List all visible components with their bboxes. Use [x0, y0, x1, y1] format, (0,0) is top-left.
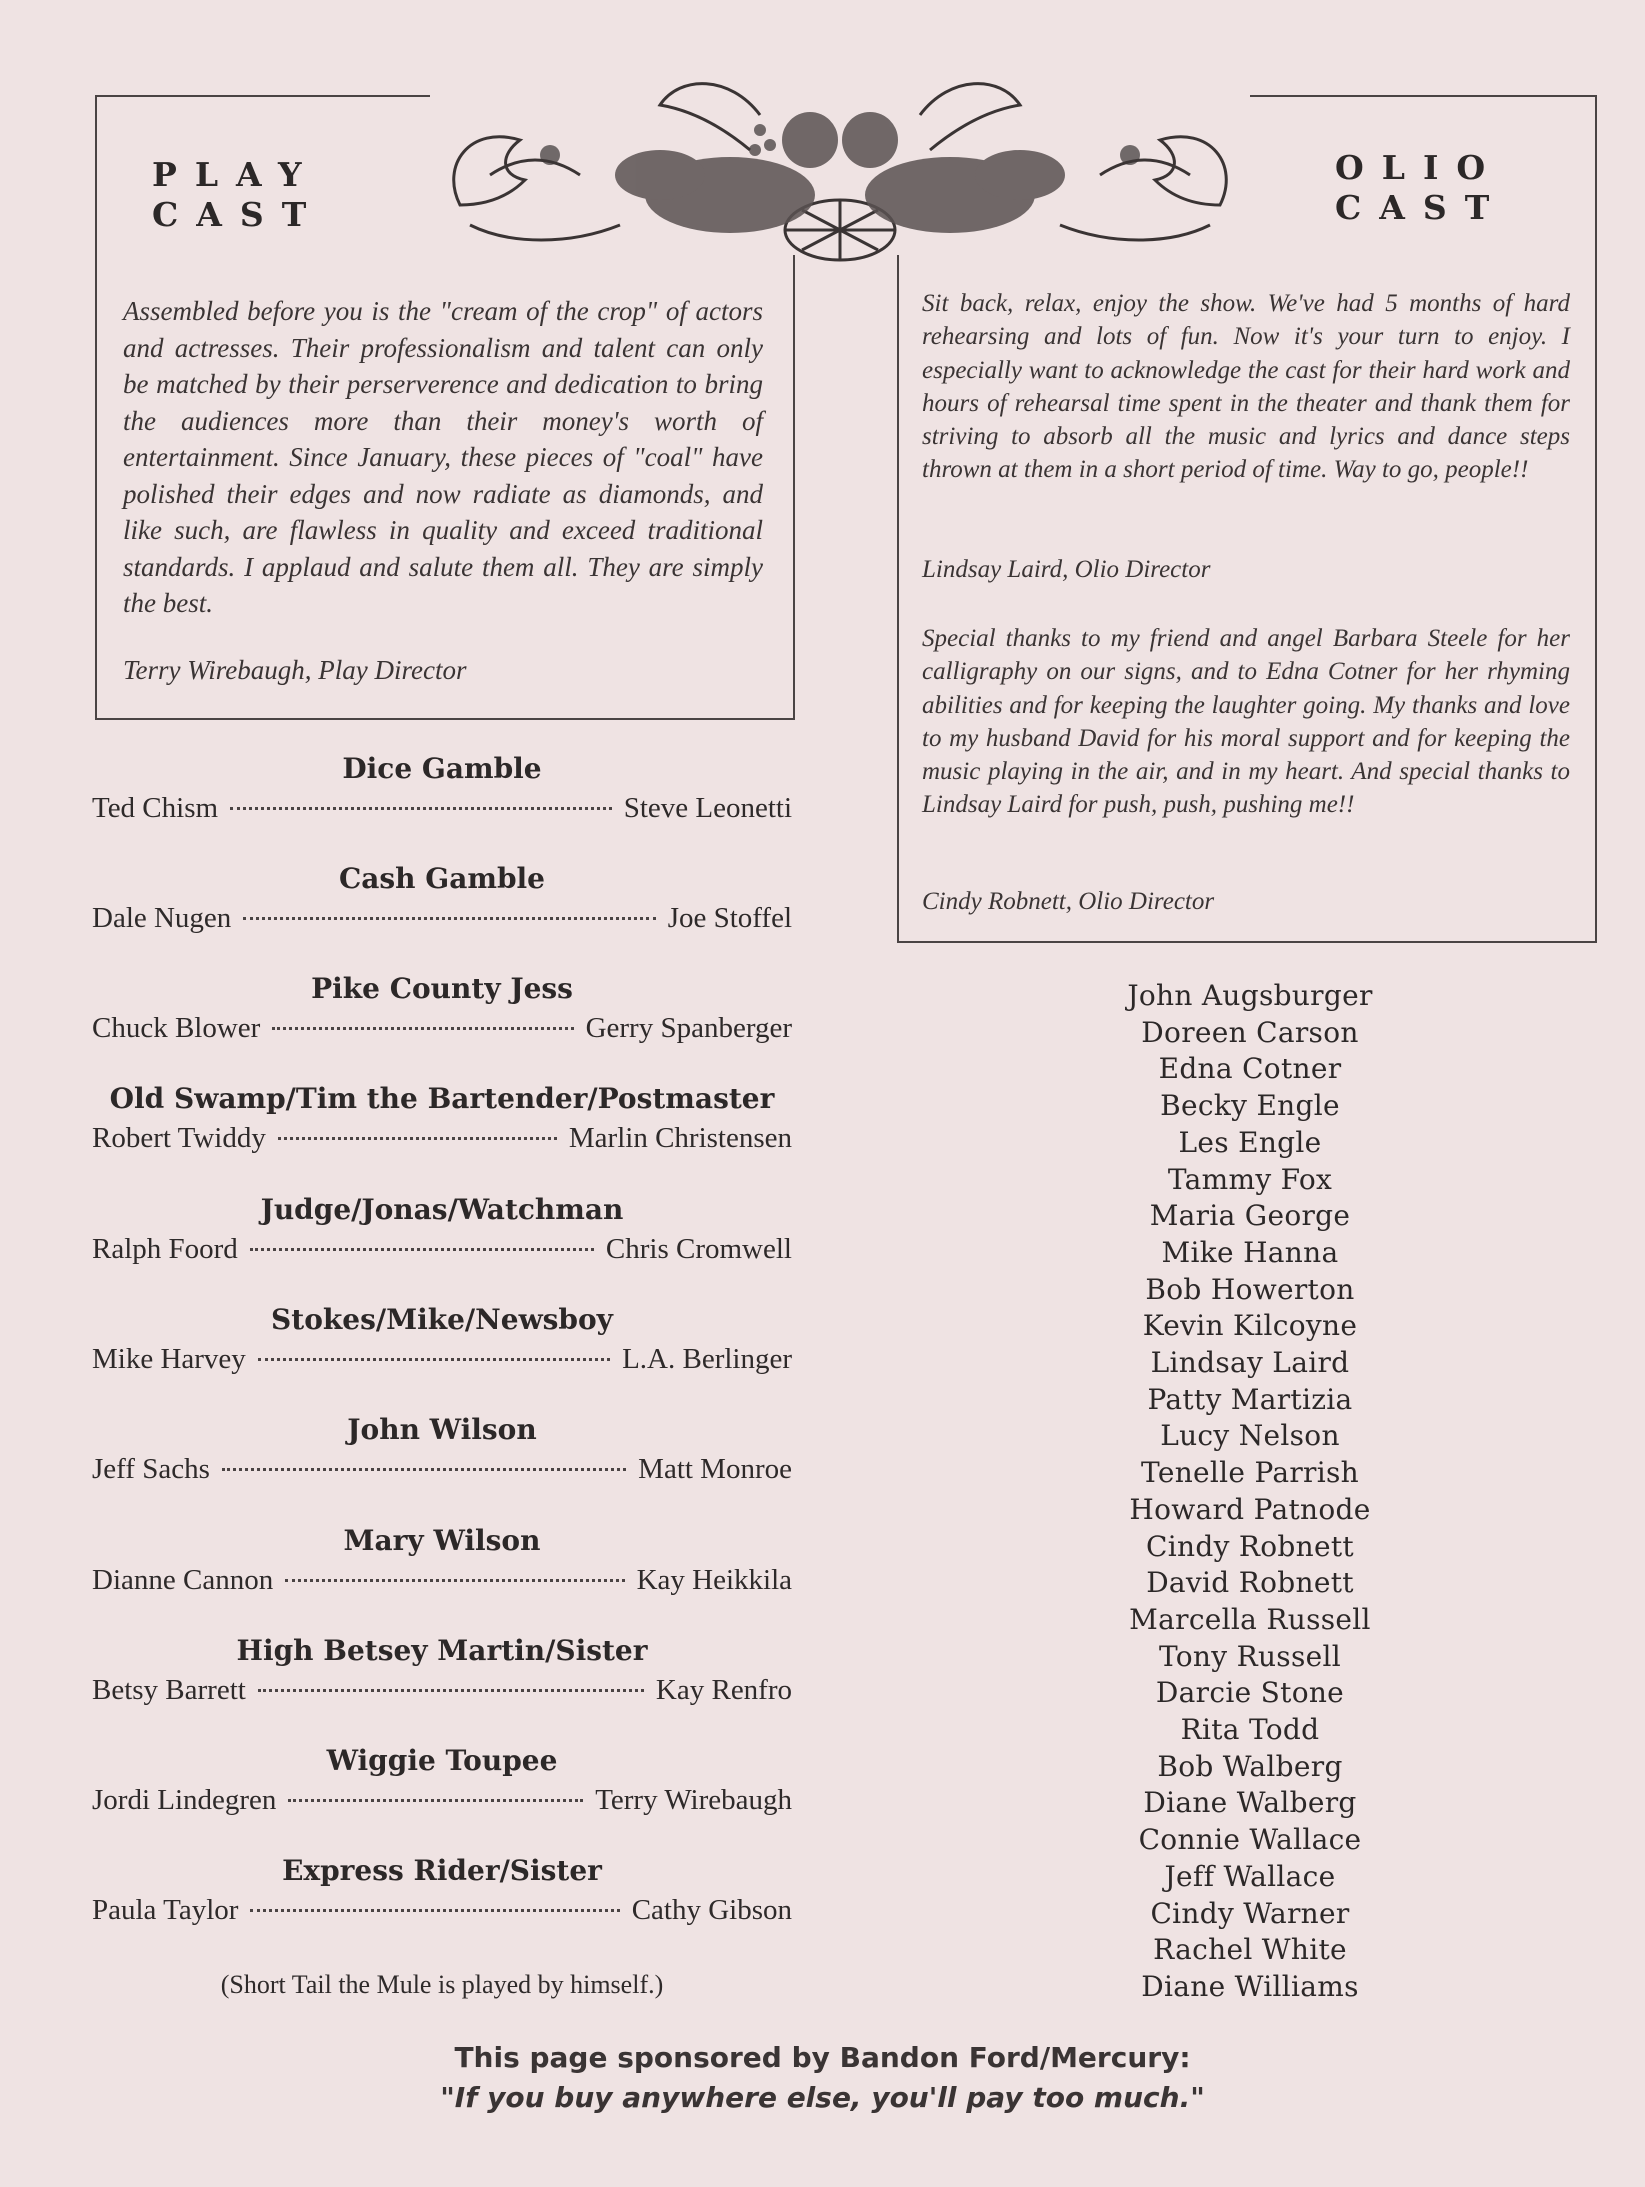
role-actor-alternate: Chris Cromwell: [605, 1233, 792, 1265]
sponsor-block: [0, 2038, 1645, 2118]
role-actor-alternate: Terry Wirebaugh: [595, 1784, 792, 1816]
list-item: Les Engle: [1178, 1125, 1322, 1159]
list-item: Kevin Kilcoyne: [1142, 1309, 1358, 1343]
role-cast-line: [92, 1231, 792, 1267]
list-item: Mike Hanna: [1161, 1235, 1339, 1269]
role-actor-primary: Robert Twiddy: [92, 1122, 266, 1154]
role-cast-line: [92, 1892, 792, 1928]
dot-leader: [285, 1579, 624, 1582]
olio-special-thanks: Special thanks to my friend and angel Barbara Steele for her calligraphy on our signs, and to Edna Cotner for her rhyming abilities and for keeping the laughter going. My thanks and love to my husband David for his moral support and for keeping the music playing in the air, and in my heart. And special thanks to Lindsay Laird for push, push, pushing me!!: [922, 625, 1570, 819]
role-cast-line: [92, 1341, 792, 1377]
olio-director-note: Sit back, relax, enjoy the show. We've had 5 months of hard rehearsing and lots of fun. Now it's your turn to enjoy. I especially want to acknowledge the cast for their hard work and hours of rehearsal time spent in the theater and thank them for striving to absorb all the music and lyrics and dance steps thrown at them in a short period of time. Way to go, people!!: [922, 290, 1570, 484]
role-cast-line: [92, 1782, 792, 1818]
role-actor-alternate: Kay Renfro: [655, 1674, 792, 1706]
role-title: Wiggie Toupee: [326, 1744, 558, 1777]
role-title: Old Swamp/Tim the Bartender/Postmaster: [109, 1082, 775, 1115]
role-actor-alternate: Joe Stoffel: [667, 902, 792, 934]
list-item: Becky Engle: [1160, 1089, 1340, 1123]
role-actor-alternate: L.A. Berlinger: [622, 1343, 792, 1375]
list-item: Lucy Nelson: [1160, 1419, 1340, 1453]
role-actor-primary: Betsy Barrett: [92, 1674, 246, 1706]
list-item: Diane Walberg: [1143, 1786, 1357, 1820]
list-item: Maria George: [1149, 1199, 1351, 1233]
role-cast-line: [92, 1451, 792, 1487]
role-cast-line: [92, 790, 792, 826]
role-actor-primary: Ted Chism: [92, 792, 219, 824]
role-title: Dice Gamble: [342, 752, 542, 785]
role-entry: [92, 1524, 792, 1598]
role-actor-primary: Mike Harvey: [92, 1343, 246, 1375]
dot-leader: [250, 1909, 619, 1912]
role-entry: [92, 1082, 792, 1156]
role-title: Stokes/Mike/Newsboy: [271, 1303, 613, 1336]
dot-leader: [250, 1248, 594, 1251]
play-director-note: Assembled before you is the "cream of the crop" of actors and actresses. Their professionalism and talent can only be matched by their perserverence and dedication to bring the audiences more than their money's worth of entertainment. Since January, these pieces of "coal" have polished their edges and now radiate as diamonds, and like such, are flawless in quality and exceed traditional standards. I applaud and salute them all. They are simply the best.: [123, 296, 763, 618]
play-director-signature: Terry Wirebaugh, Play Director: [123, 655, 467, 685]
role-entry: [92, 862, 792, 936]
role-actor-primary: Jeff Sachs: [92, 1453, 210, 1485]
dot-leader: [222, 1468, 626, 1471]
role-entry: [92, 972, 792, 1046]
list-item: Tony Russell: [1158, 1639, 1342, 1673]
role-title: Express Rider/Sister: [282, 1854, 602, 1887]
list-item: Cindy Warner: [1150, 1896, 1350, 1930]
list-item: Bob Walberg: [1157, 1749, 1343, 1783]
list-item: Diane Williams: [1141, 1969, 1359, 2003]
role-actor-primary: Ralph Foord: [92, 1233, 238, 1265]
list-item: David Robnett: [1146, 1566, 1354, 1600]
list-item: Patty Martizia: [1147, 1382, 1353, 1416]
olio-cast-list: [1050, 978, 1450, 2006]
sponsor-line: This page sponsored by Bandon Ford/Mercury:: [454, 2041, 1191, 2074]
olio-cast-title: OLIO CAST: [1335, 148, 1508, 227]
role-actor-alternate: Steve Leonetti: [623, 792, 792, 824]
mule-note: (Short Tail the Mule is played by himself.): [220, 1970, 664, 1999]
role-entry: [92, 752, 792, 826]
role-actor-primary: Jordi Lindegren: [92, 1784, 277, 1816]
role-title: Cash Gamble: [338, 862, 545, 895]
role-actor-primary: Chuck Blower: [92, 1012, 261, 1044]
list-item: Cindy Robnett: [1146, 1529, 1354, 1563]
olio-director-signature: Lindsay Laird, Olio Director: [922, 556, 1211, 583]
role-actor-alternate: Gerry Spanberger: [585, 1012, 792, 1044]
role-entry: [92, 1634, 792, 1708]
role-entry: [92, 1854, 792, 1928]
role-actor-primary: Dianne Cannon: [92, 1564, 274, 1596]
list-item: Connie Wallace: [1138, 1823, 1362, 1857]
role-actor-primary: Dale Nugen: [92, 902, 232, 934]
list-item: Bob Howerton: [1145, 1272, 1355, 1306]
role-actor-alternate: Cathy Gibson: [631, 1894, 792, 1926]
cherub-ornament-icon: [430, 55, 1250, 275]
list-item: Rita Todd: [1180, 1713, 1320, 1747]
dot-leader: [288, 1799, 583, 1802]
role-cast-line: [92, 1010, 792, 1046]
role-entry: [92, 1413, 792, 1487]
dot-leader: [258, 1358, 610, 1361]
list-item: Lindsay Laird: [1150, 1346, 1350, 1380]
dot-leader: [258, 1689, 644, 1692]
list-item: Doreen Carson: [1141, 1015, 1359, 1049]
olio-director-signature-2: Cindy Robnett, Olio Director: [922, 888, 1215, 915]
role-cast-line: [92, 1672, 792, 1708]
role-actor-alternate: Marlin Christensen: [568, 1122, 792, 1154]
list-item: Howard Patnode: [1129, 1492, 1371, 1526]
list-item: Rachel White: [1153, 1933, 1347, 1967]
role-title: High Betsey Martin/Sister: [236, 1634, 648, 1667]
role-title: Pike County Jess: [311, 972, 573, 1005]
role-actor-alternate: Kay Heikkila: [636, 1564, 792, 1596]
list-item: John Augsburger: [1127, 979, 1373, 1012]
list-item: Edna Cotner: [1158, 1052, 1342, 1086]
role-entry: [92, 1303, 792, 1377]
list-item: Tammy Fox: [1167, 1162, 1333, 1196]
role-title: Mary Wilson: [343, 1524, 541, 1557]
dot-leader: [243, 917, 655, 920]
list-item: Tenelle Parrish: [1141, 1456, 1359, 1490]
role-cast-line: [92, 1120, 792, 1156]
role-title: John Wilson: [347, 1413, 537, 1446]
play-cast-title: PLAY CAST: [152, 155, 325, 234]
role-actor-primary: Paula Taylor: [92, 1894, 239, 1926]
role-entry: [92, 1193, 792, 1267]
list-item: Jeff Wallace: [1164, 1859, 1336, 1893]
dot-leader: [230, 807, 612, 810]
role-cast-line: [92, 900, 792, 936]
sponsor-slogan: "If you buy anywhere else, you'll pay too much.": [440, 2081, 1205, 2114]
dot-leader: [278, 1137, 557, 1140]
role-cast-line: [92, 1562, 792, 1598]
role-actor-alternate: Matt Monroe: [638, 1453, 792, 1485]
dot-leader: [272, 1027, 573, 1030]
list-item: Marcella Russell: [1129, 1602, 1371, 1636]
list-item: Darcie Stone: [1155, 1676, 1345, 1710]
role-entry: [92, 1744, 792, 1818]
role-title: Judge/Jonas/Watchman: [260, 1193, 624, 1226]
